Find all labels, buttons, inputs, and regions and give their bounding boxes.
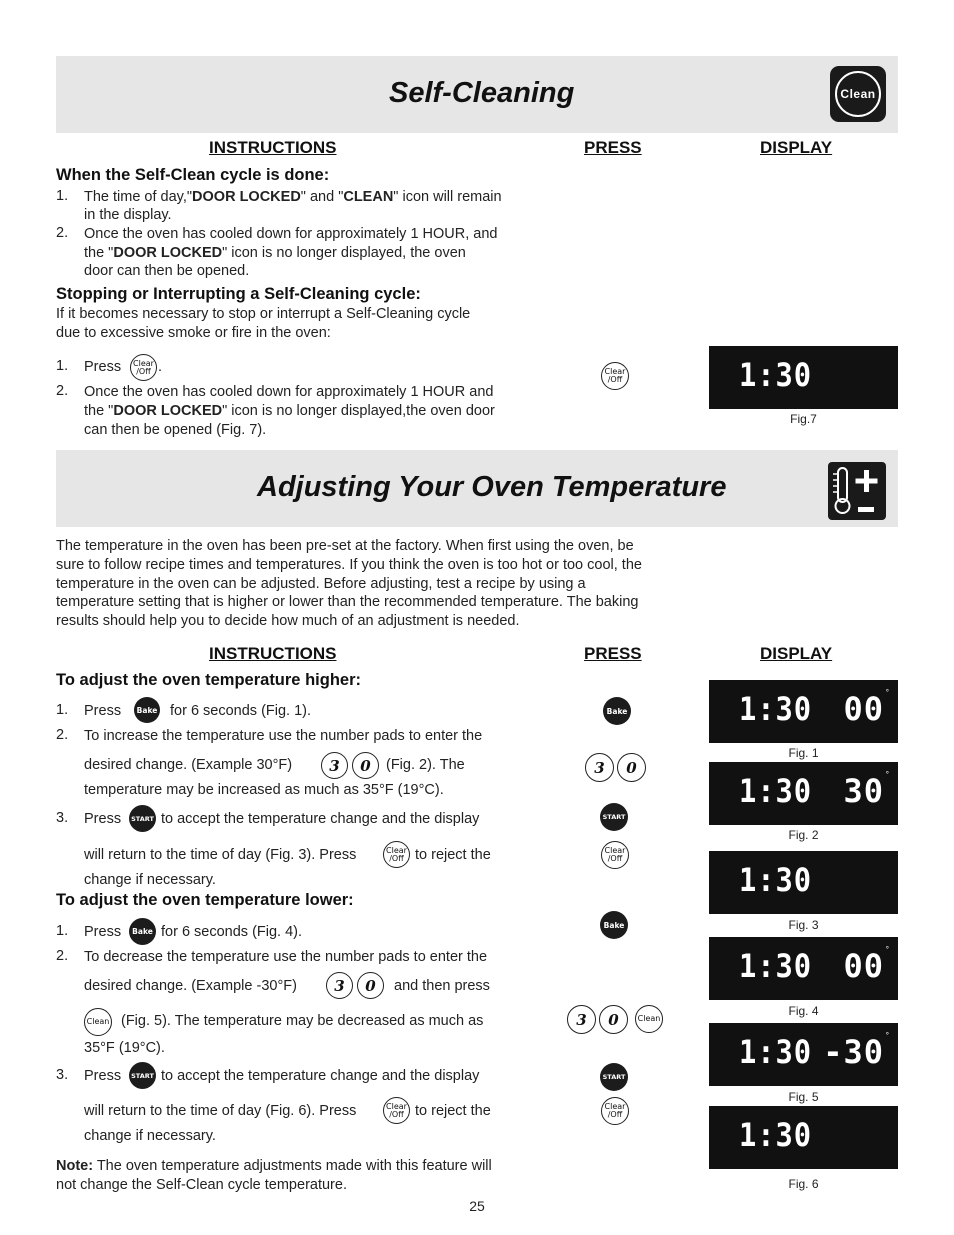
display-time: 1:30 bbox=[739, 356, 812, 394]
thermometer-plus-minus-icon bbox=[828, 462, 886, 520]
press-header: PRESS bbox=[584, 138, 642, 157]
oven-display-fig1 bbox=[709, 680, 898, 743]
done-heading: When the Self-Clean cycle is done: bbox=[56, 166, 330, 184]
higher-step-3-cont: to accept the temperature change and the display bbox=[161, 811, 480, 827]
degree-mark: ° bbox=[885, 688, 889, 697]
lower-step-2-cont: and then press bbox=[394, 978, 490, 994]
display-header: DISPLAY bbox=[760, 644, 833, 663]
higher-step-2-cont: (Fig. 2). The bbox=[386, 757, 465, 773]
degree-mark: ° bbox=[885, 1031, 889, 1040]
press-start-key: START bbox=[600, 1063, 628, 1091]
clear-off-key: Clear /Off bbox=[383, 841, 410, 868]
display-header: DISPLAY bbox=[760, 138, 833, 157]
step-number: 2. bbox=[56, 383, 69, 399]
clear-off-key: Clear /Off bbox=[383, 1097, 410, 1124]
press-bake-key: Bake bbox=[603, 697, 631, 725]
done-step-1: The time of day,"DOOR LOCKED" and "CLEAN" icon will remain bbox=[84, 189, 502, 205]
stop-step-2-cont: the "DOOR LOCKED" icon is no longer displayed,the oven door bbox=[84, 403, 495, 419]
press-start-key: START bbox=[600, 803, 628, 831]
stop-step-1-period: . bbox=[158, 359, 163, 375]
fig-label: Fig. 3 bbox=[788, 918, 819, 932]
step-number: 2. bbox=[56, 948, 69, 964]
stop-step-1: Press bbox=[84, 359, 122, 375]
higher-step-2: To increase the temperature use the number pads to enter the bbox=[84, 728, 483, 744]
section-title: Self-Cleaning bbox=[389, 77, 575, 109]
step-number: 1. bbox=[56, 923, 69, 939]
higher-step-2-cont: temperature may be increased as much as 35°F (19°C). bbox=[84, 782, 444, 798]
stop-intro: If it becomes necessary to stop or interrupt a Self-Cleaning cycle bbox=[56, 306, 471, 322]
oven-display-fig7 bbox=[709, 346, 898, 409]
lower-step-2-cont: (Fig. 5). The temperature may be decreased as much as bbox=[121, 1013, 484, 1029]
clean-key: Clean bbox=[84, 1008, 112, 1036]
oven-display-fig5 bbox=[709, 1023, 898, 1086]
fig-label: Fig. 5 bbox=[788, 1090, 819, 1104]
press-header: PRESS bbox=[584, 644, 642, 663]
lower-step-2-cont: desired change. (Example -30°F) bbox=[84, 978, 297, 994]
display-temp: 30 bbox=[843, 772, 884, 810]
lower-step-3: Press bbox=[84, 1068, 122, 1084]
press-number-3-key: 3 bbox=[585, 753, 614, 782]
higher-heading: To adjust the oven temperature higher: bbox=[56, 671, 361, 689]
stop-step-2: Once the oven has cooled down for approximately 1 HOUR and bbox=[84, 384, 494, 400]
lower-step-2: To decrease the temperature use the number pads to enter the bbox=[84, 949, 488, 965]
number-0-key: 0 bbox=[357, 972, 384, 999]
display-temp: 00 bbox=[843, 690, 884, 728]
oven-display-fig4 bbox=[709, 937, 898, 1000]
display-temp: -30 bbox=[823, 1033, 884, 1071]
step-number: 2. bbox=[56, 727, 69, 743]
fig-label: Fig. 1 bbox=[788, 746, 819, 760]
lower-step-3-cont: to reject the bbox=[415, 1103, 491, 1119]
oven-display-fig3 bbox=[709, 851, 898, 914]
note: Note: The oven temperature adjustments made with this feature will bbox=[56, 1158, 492, 1174]
display-time: 1:30 bbox=[739, 861, 812, 899]
self-cleaning-banner bbox=[56, 56, 898, 133]
done-step-1-cont: in the display. bbox=[84, 207, 172, 223]
display-time: 1:30 bbox=[739, 1033, 812, 1071]
lower-step-1: Press bbox=[84, 924, 122, 940]
press-clear-off-key: Clear /Off bbox=[601, 841, 629, 869]
step-number: 1. bbox=[56, 702, 69, 718]
fig-label: Fig. 2 bbox=[788, 828, 819, 842]
lower-step-2-cont: 35°F (19°C). bbox=[84, 1040, 165, 1056]
done-step-2-cont: the "DOOR LOCKED" icon is no longer displayed, the oven bbox=[84, 245, 466, 261]
fig-label: Fig. 4 bbox=[788, 1004, 819, 1018]
press-clear-off-key: Clear /Off bbox=[601, 1097, 629, 1125]
clean-icon: Clean bbox=[830, 66, 886, 122]
lower-step-3-cont: will return to the time of day (Fig. 6). Press bbox=[84, 1103, 357, 1119]
display-time: 1:30 bbox=[739, 947, 812, 985]
press-number-0-key: 0 bbox=[617, 753, 646, 782]
start-key: START bbox=[129, 1062, 156, 1089]
done-step-2: Once the oven has cooled down for approximately 1 HOUR, and bbox=[84, 226, 498, 242]
higher-step-3-cont: to reject the bbox=[415, 847, 491, 863]
step-number: 1. bbox=[56, 358, 69, 374]
press-clean-key: Clean bbox=[635, 1005, 663, 1033]
degree-mark: ° bbox=[885, 770, 889, 779]
higher-step-1: Press bbox=[84, 703, 122, 719]
stop-heading: Stopping or Interrupting a Self-Cleaning cycle: bbox=[56, 285, 421, 303]
stop-intro: due to excessive smoke or fire in the oven: bbox=[56, 325, 331, 341]
higher-step-3-cont: change if necessary. bbox=[84, 872, 216, 888]
degree-mark: ° bbox=[885, 945, 889, 954]
lower-heading: To adjust the oven temperature lower: bbox=[56, 891, 354, 909]
start-key: START bbox=[129, 805, 156, 832]
done-step-2-cont: door can then be opened. bbox=[84, 263, 250, 279]
press-number-3-key: 3 bbox=[567, 1005, 596, 1034]
oven-display-fig2 bbox=[709, 762, 898, 825]
display-time: 1:30 bbox=[739, 690, 812, 728]
number-3-key: 3 bbox=[326, 972, 353, 999]
fig-label: Fig.7 bbox=[790, 412, 817, 426]
adjust-temp-banner bbox=[56, 450, 898, 527]
section-title: Adjusting Your Oven Temperature bbox=[257, 471, 727, 503]
oven-display-fig6 bbox=[709, 1106, 898, 1169]
display-time: 1:30 bbox=[739, 1116, 812, 1154]
step-number: 2. bbox=[56, 225, 69, 241]
instructions-header: INSTRUCTIONS bbox=[209, 644, 337, 663]
lower-step-3-cont: change if necessary. bbox=[84, 1128, 216, 1144]
clear-off-key: Clear /Off bbox=[130, 354, 157, 381]
higher-step-1-cont: for 6 seconds (Fig. 1). bbox=[170, 703, 312, 719]
bake-key: Bake bbox=[134, 697, 160, 723]
page-number: 25 bbox=[469, 1198, 485, 1214]
step-number: 1. bbox=[56, 188, 69, 204]
press-clear-off-key: Clear /Off bbox=[601, 362, 629, 390]
stop-step-2-cont: can then be opened (Fig. 7). bbox=[84, 422, 267, 438]
bake-key: Bake bbox=[129, 918, 156, 945]
number-0-key: 0 bbox=[352, 752, 379, 779]
higher-step-3-cont: will return to the time of day (Fig. 3). Press bbox=[84, 847, 357, 863]
number-3-key: 3 bbox=[321, 752, 348, 779]
higher-step-3: Press bbox=[84, 811, 122, 827]
press-bake-key: Bake bbox=[600, 911, 628, 939]
lower-step-1-cont: for 6 seconds (Fig. 4). bbox=[161, 924, 303, 940]
display-time: 1:30 bbox=[739, 772, 812, 810]
step-number: 3. bbox=[56, 810, 69, 826]
note-cont: not change the Self-Clean cycle temperature. bbox=[56, 1177, 347, 1193]
step-number: 3. bbox=[56, 1067, 69, 1083]
lower-step-3-cont: to accept the temperature change and the display bbox=[161, 1068, 480, 1084]
display-temp: 00 bbox=[843, 947, 884, 985]
fig-label: Fig. 6 bbox=[788, 1177, 819, 1191]
higher-step-2-cont: desired change. (Example 30°F) bbox=[84, 757, 293, 773]
instructions-header: INSTRUCTIONS bbox=[209, 138, 337, 157]
press-number-0-key: 0 bbox=[599, 1005, 628, 1034]
